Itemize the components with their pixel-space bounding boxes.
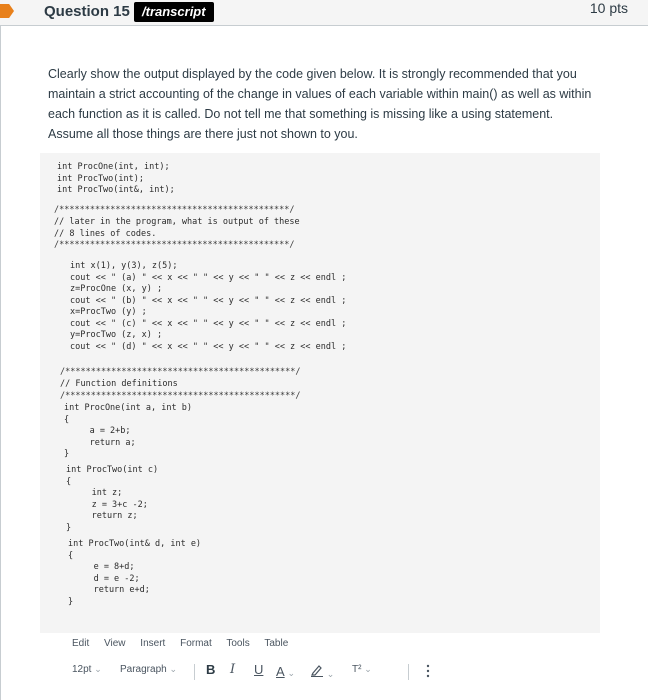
menu-edit[interactable]: Edit: [72, 638, 90, 649]
chevron-down-icon: ⌄: [94, 664, 102, 674]
underline-button[interactable]: U: [254, 662, 264, 677]
superscript-label: T²: [352, 664, 362, 675]
superscript-button[interactable]: [352, 664, 372, 675]
question-text: Clearly show the output displayed by the code given below. It is strongly recommended that you maintain a strict accounting of the change in values of each variable within main() as well as within each function as it is called. Do not tell me that something is missing like a using statement. Assume all those things are there just not shown to you.: [48, 67, 592, 141]
code-comment2-body: // Function definitions: [60, 379, 178, 389]
code-func-procone: int ProcOne(int a, int b) { a = 2+b; return a; }: [64, 403, 192, 459]
highlight-pen-icon: [310, 663, 324, 677]
italic-button[interactable]: I: [230, 662, 236, 677]
editor-toolbar: [72, 664, 452, 680]
chevron-down-icon: ⌄: [169, 664, 178, 674]
text-color-button[interactable]: [276, 664, 295, 679]
flag-icon[interactable]: [0, 4, 14, 18]
question-title: Question 15: [44, 3, 130, 20]
more-options-button[interactable]: [426, 664, 430, 681]
font-size-select[interactable]: [72, 664, 102, 675]
more-vertical-icon: [426, 664, 430, 678]
question-header: [0, 0, 648, 26]
code-comment-top: /*********************************************/: [54, 205, 295, 215]
block-format-select[interactable]: [120, 664, 177, 675]
code-func-proctwo: int ProcTwo(int c) { int z; z = 3+c -2; return z; }: [66, 465, 159, 533]
code-prototypes: int ProcOne(int, int); int ProcTwo(int); int ProcTwo(int&, int);: [57, 162, 175, 195]
transcript-tag: /transcript: [134, 2, 214, 22]
chevron-down-icon: ⌄: [326, 669, 335, 679]
code-comment2-bottom: /*********************************************/: [60, 391, 301, 401]
editor-menubar: [72, 638, 300, 649]
menu-view[interactable]: View: [104, 638, 126, 649]
chevron-down-icon: ⌄: [287, 668, 295, 678]
code-main-block: int x(1), y(3), z(5); cout << " (a) " << x << " " << y << " " << z << endl ; z=ProcOne (x, y) ; cout << " (b) " << x << " " << y << " " << z << endl ; x=ProcTwo (y) ; cout << " (c) " << x << " " << y << " " << z << endl ; y=ProcTwo (z, x) ; cout << " (d) " << x << " " << y << " " << z << endl ;: [70, 261, 347, 352]
font-size-value: 12pt: [72, 664, 92, 675]
chevron-down-icon: ⌄: [364, 664, 372, 674]
code-func-proctwo-ref: int ProcTwo(int& d, int e) { e = 8+d; d = e -2; return e+d; }: [68, 539, 202, 607]
code-image: [40, 153, 600, 633]
menu-tools[interactable]: Tools: [226, 638, 250, 649]
toolbar-divider: [194, 664, 195, 680]
toolbar-divider: [408, 664, 409, 680]
highlight-button[interactable]: [310, 663, 334, 680]
code-comment-body: // later in the program, what is output of these // 8 lines of codes.: [54, 217, 300, 239]
code-comment-bottom: /*********************************************/: [54, 240, 295, 250]
menu-table[interactable]: Table: [264, 638, 289, 649]
bold-button[interactable]: B: [206, 662, 216, 677]
text-color-label: A: [276, 664, 285, 679]
menu-format[interactable]: Format: [180, 638, 212, 649]
question-points: 10 pts: [589, 0, 628, 16]
code-comment2-top: /*********************************************/: [60, 367, 301, 377]
menu-insert[interactable]: Insert: [140, 638, 166, 649]
block-format-value: Paragraph: [120, 664, 167, 675]
